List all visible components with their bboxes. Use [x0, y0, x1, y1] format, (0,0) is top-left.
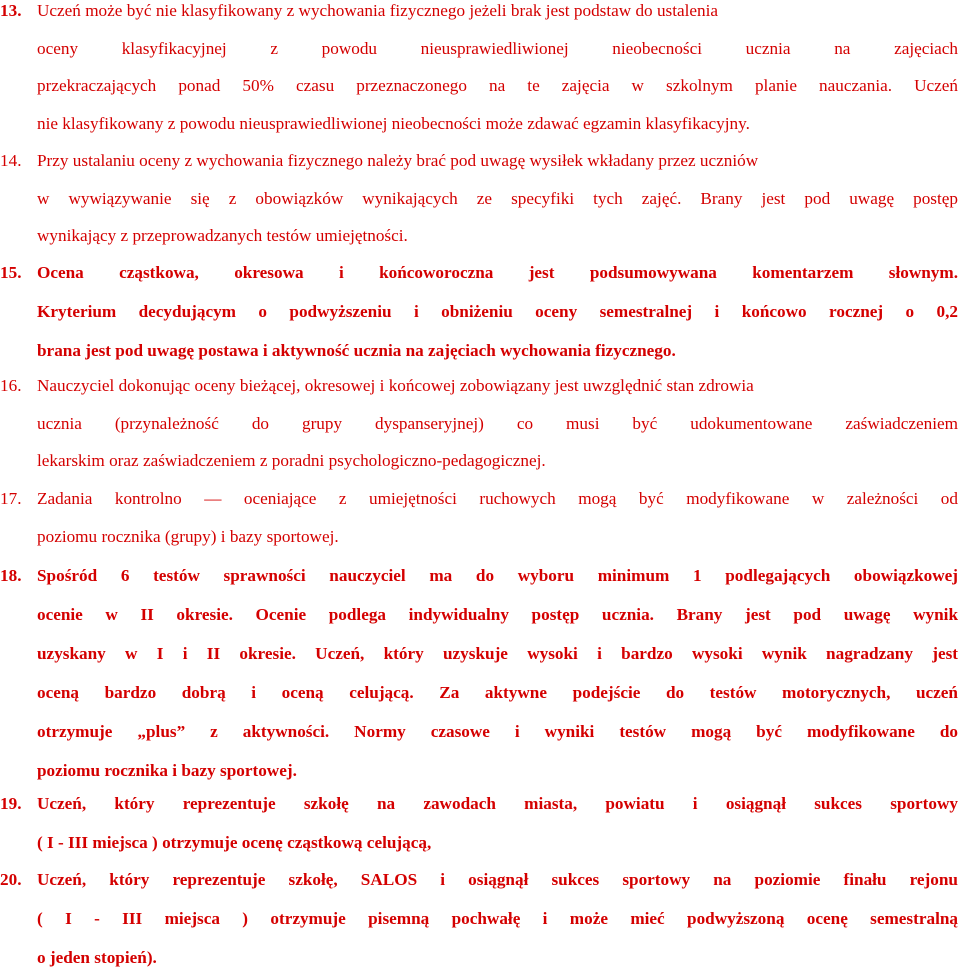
paragraph-line: Kryterium decydującym o podwyższeniu i obniżeniu oceny semestralnej i końcowo rocznej o 0,2	[37, 302, 958, 321]
paragraph-text: Uczeń może być nie klasyfikowany z wychowania fizycznego jeżeli brak jest podstaw do ustalenia	[37, 1, 719, 20]
paragraph-line: poziomu rocznika i bazy sportowej.	[37, 761, 297, 780]
paragraph-text: Przy ustalaniu oceny z wychowania fizycznego należy brać pod uwagę wysiłek wkładany przez uczniów	[37, 151, 759, 170]
paragraph-line: przekraczających ponad 50% czasu przeznaczonego na te zajęcia w szkolnym planie nauczania. Uczeń	[37, 76, 958, 95]
paragraph-20	[0, 860, 958, 977]
paragraph-number: 18.	[0, 566, 22, 585]
paragraph-line	[0, 860, 958, 899]
paragraph-19	[0, 784, 958, 862]
paragraph-line	[0, 142, 958, 180]
paragraph-number: 19.	[0, 794, 22, 813]
paragraph-number: 14.	[0, 151, 22, 170]
paragraph-line	[0, 253, 958, 292]
paragraph-line: poziomu rocznika (grupy) i bazy sportowej.	[37, 526, 339, 546]
paragraph-text: Ocena cząstkowa, okresowa i końcoworoczna jest podsumowywana komentarzem słownym.	[37, 263, 958, 282]
paragraph-18	[0, 556, 958, 790]
paragraph-line	[0, 480, 958, 518]
paragraph-number: 17.	[0, 489, 22, 508]
paragraph-line: otrzymuje „plus” z aktywności. Normy czasowe i wyniki testów mogą być modyfikowane do	[37, 722, 958, 741]
paragraph-line: oceny klasyfikacyjnej z powodu nieusprawiedliwionej nieobecności ucznia na zajęciach	[37, 38, 958, 58]
paragraph-line	[0, 0, 958, 30]
paragraph-line: wynikający z przeprowadzanych testów umiejętności.	[37, 226, 408, 245]
paragraph-17	[0, 480, 958, 555]
paragraph-line	[0, 784, 958, 823]
paragraph-text: Nauczyciel dokonując oceny bieżącej, okresowej i końcowej zobowiązany jest uwzględnić stan zdrowia	[37, 376, 754, 395]
paragraph-number: 16.	[0, 376, 22, 395]
paragraph-line: brana jest pod uwagę postawa i aktywność ucznia na zajęciach wychowania fizycznego.	[37, 341, 676, 360]
paragraph-line: ucznia (przynależność do grupy dyspanseryjnej) co musi być udokumentowane zaświadczeniem	[37, 413, 958, 433]
paragraph-line: w wywiązywanie się z obowiązków wynikających ze specyfiki tych zajęć. Brany jest pod uwagę postęp	[37, 188, 958, 208]
paragraph-line: ocenie w II okresie. Ocenie podlega indywidualny postęp ucznia. Brany jest pod uwagę wynik	[37, 605, 958, 624]
paragraph-line: lekarskim oraz zaświadczeniem z poradni psychologiczno-pedagogicznej.	[37, 451, 546, 470]
paragraph-line: oceną bardzo dobrą i oceną celującą. Za aktywne podejście do testów motorycznych, uczeń	[37, 683, 958, 702]
paragraph-13	[0, 0, 958, 142]
paragraph-text: Zadania kontrolno — oceniające z umiejętności ruchowych mogą być modyfikowane w zależności od	[37, 489, 958, 508]
paragraph-line: ( I - III miejsca ) otrzymuje ocenę cząstkową celującą,	[37, 833, 432, 852]
paragraph-16	[0, 367, 958, 480]
paragraph-number: 13.	[0, 1, 22, 20]
paragraph-line: uzyskany w I i II okresie. Uczeń, który uzyskuje wysoki i bardzo wysoki wynik nagradzany jest	[37, 644, 958, 663]
paragraph-text: Spośród 6 testów sprawności nauczyciel ma do wyboru minimum 1 podlegających obowiązkowej	[37, 566, 958, 585]
paragraph-line: nie klasyfikowany z powodu nieusprawiedliwionej nieobecności może zdawać egzamin klasyfikacyjny.	[37, 113, 750, 133]
paragraph-line	[0, 367, 958, 405]
paragraph-15	[0, 253, 958, 370]
paragraph-text: Uczeń, który reprezentuje szkołę na zawodach miasta, powiatu i osiągnął sukces sportowy	[37, 794, 958, 813]
paragraph-number: 15.	[0, 263, 22, 282]
paragraph-text: Uczeń, który reprezentuje szkołę, SALOS i osiągnął sukces sportowy na poziomie finału rejonu	[37, 870, 958, 889]
paragraph-line	[0, 556, 958, 595]
paragraph-14	[0, 142, 958, 255]
paragraph-number: 20.	[0, 870, 22, 889]
paragraph-line: o jeden stopień).	[37, 948, 157, 967]
paragraph-line: ( I - III miejsca ) otrzymuje pisemną pochwałę i może mieć podwyższoną ocenę semestralną	[37, 909, 958, 928]
